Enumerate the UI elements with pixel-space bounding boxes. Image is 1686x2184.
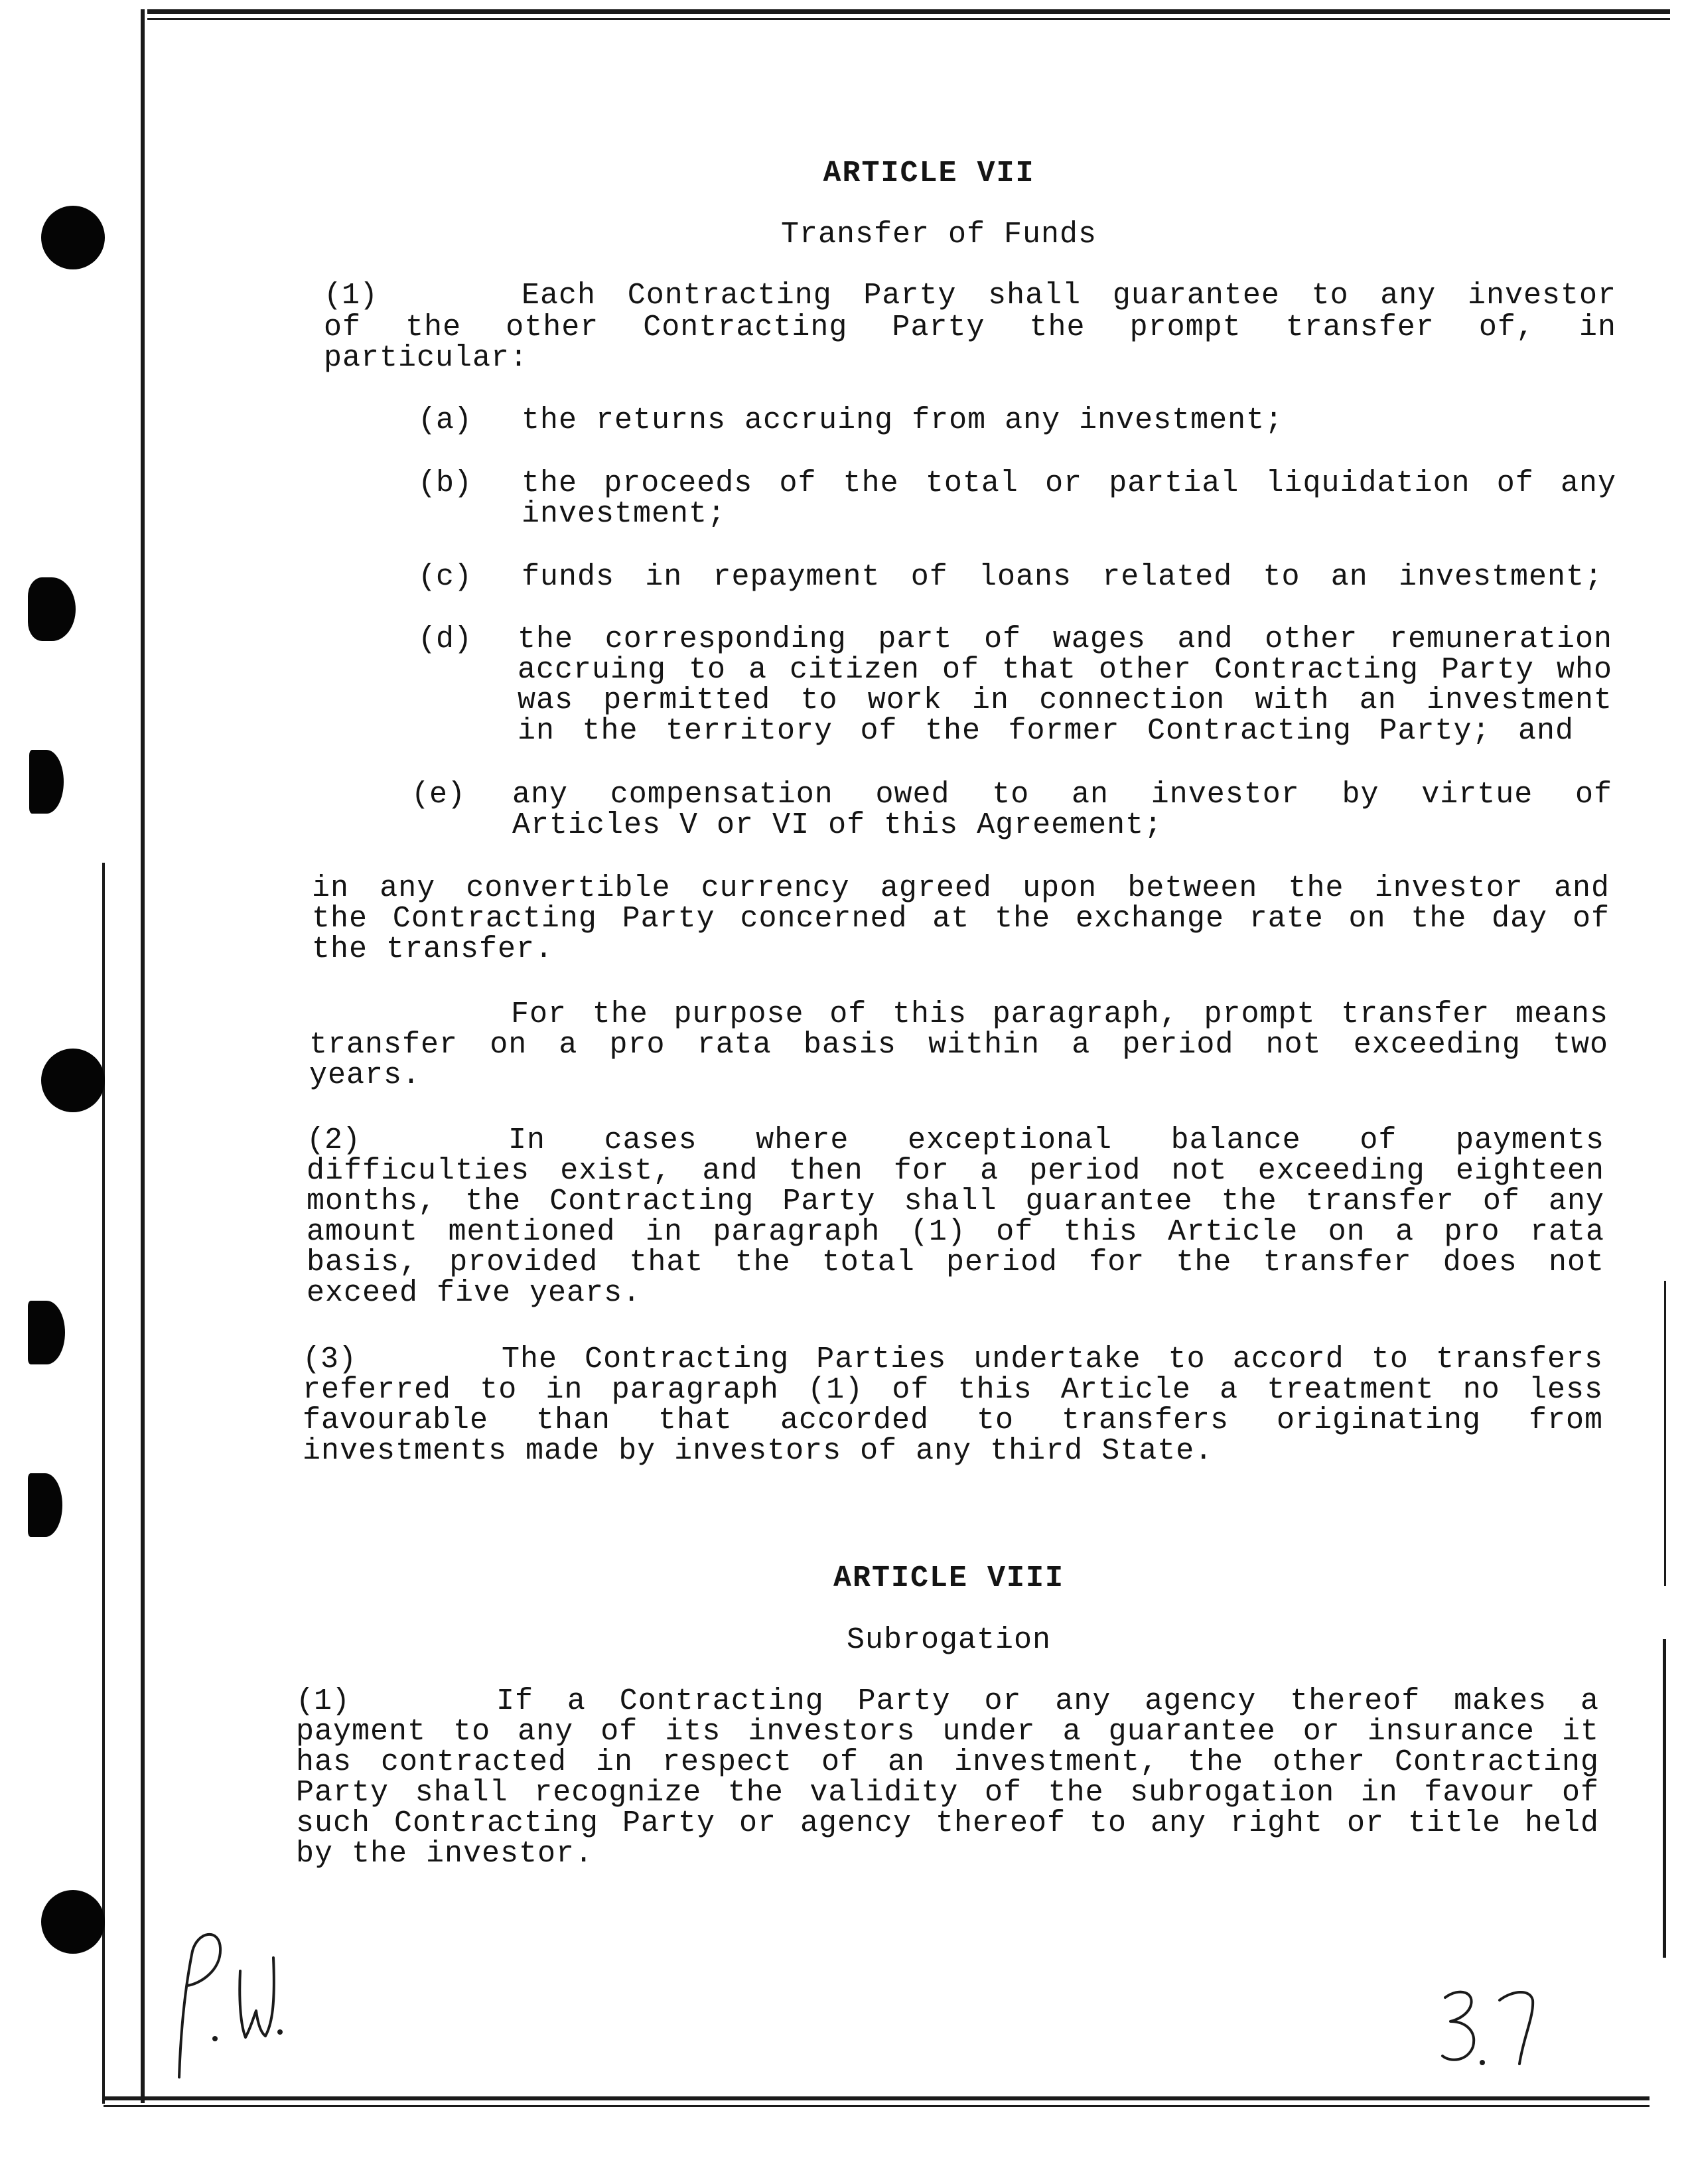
paragraph-line: such Contracting Party or agency thereof to any right or title held [296,1806,1599,1840]
paragraph-number: (1) [296,1684,350,1718]
list-item-label: (c) [418,560,472,594]
bottom-border-line-thin [104,2105,1650,2107]
right-edge-mark [1664,1281,1666,1586]
punch-hole [41,1890,105,1954]
paragraph-line: The Contracting Parties undertake to accord to transfers [502,1343,1603,1376]
paragraph-number: (1) [324,279,378,313]
article-vii-heading: ARTICLE VII [823,157,1035,190]
punch-hole [28,577,76,641]
paragraph-line: in any convertible currency agreed upon between the investor and [312,871,1610,905]
paragraph-line: Each Contracting Party shall guarantee to any investor [522,279,1616,313]
list-item-label: (d) [418,622,472,656]
paragraph-line: For the purpose of this paragraph, prompt transfer means [511,997,1608,1031]
paragraph-line: months, the Contracting Party shall guarantee the transfer of any [307,1185,1604,1218]
paragraph-line: payment to any of its investors under a guarantee or insurance it [296,1715,1599,1749]
handwritten-initials [166,1911,299,2090]
paragraph-line: years. [309,1058,421,1092]
paragraph-number: (2) [307,1124,361,1157]
punch-hole [41,1049,105,1112]
article-viii-heading: ARTICLE VIII [833,1562,1065,1595]
paragraph-line: exceed five years. [307,1276,642,1310]
list-item-line: any compensation owed to an investor by virtue of [512,778,1612,812]
article-vii-title: Transfer of Funds [780,218,1097,252]
list-item-label: (a) [418,403,472,437]
paragraph-line: has contracted in respect of an investment, the other Contracting [296,1745,1599,1779]
punch-hole [28,1301,65,1364]
list-item-line: funds in repayment of loans related to an investment; [522,560,1603,594]
paragraph-line: difficulties exist, and then for a period not exceeding eighteen [307,1154,1604,1188]
paragraph-line: of the other Contracting Party the prompt transfer of, in [324,311,1616,344]
paragraph-line: investments made by investors of any third State. [303,1434,1214,1468]
list-item-label: (e) [411,778,466,812]
paragraph-line: the transfer. [312,932,554,966]
article-viii-title: Subrogation [846,1623,1052,1657]
paragraph-number: (3) [303,1343,357,1376]
paragraph-line: referred to in paragraph (1) of this Article a treatment no less [303,1373,1603,1407]
list-item-line: the proceeds of the total or partial liquidation of any [522,467,1616,500]
list-item-line: investment; [522,497,727,531]
punch-hole [41,206,105,269]
list-item-label: (b) [418,467,472,500]
list-item-line: in the territory of the former Contracting Party; and [518,714,1574,748]
paragraph-line: particular: [324,341,529,375]
left-border-line [141,9,145,2103]
handwritten-page-number [1433,1978,1553,2077]
punch-hole [28,1473,62,1537]
top-border-line-thin [147,18,1670,20]
list-item-line: was permitted to work in connection with an investment [518,684,1612,717]
punch-hole [29,750,64,814]
paragraph-line: by the investor. [296,1837,594,1871]
list-item-line: Articles V or VI of this Agreement; [512,808,1163,842]
paragraph-line: basis, provided that the total period for the transfer does not [307,1246,1604,1279]
paragraph-line: If a Contracting Party or any agency thereof makes a [496,1684,1599,1718]
list-item-line: accruing to a citizen of that other Contracting Party who [518,653,1612,687]
bottom-border-line [104,2096,1650,2100]
list-item-line: the returns accruing from any investment; [522,403,1284,437]
list-item-line: the corresponding part of wages and other remuneration [518,622,1612,656]
right-edge-mark-lower [1663,1639,1666,1958]
paragraph-line: transfer on a pro rata basis within a period not exceeding two [309,1028,1608,1062]
paragraph-line: amount mentioned in paragraph (1) of this Article on a pro rata [307,1215,1604,1249]
paragraph-line: favourable than that accorded to transfers originating from [303,1404,1603,1437]
paragraph-line: In cases where exceptional balance of payments [508,1124,1604,1157]
top-border-line [147,9,1670,14]
paragraph-line: Party shall recognize the validity of the subrogation in favour of [296,1776,1599,1810]
paragraph-line: the Contracting Party concerned at the exchange rate on the day of [312,902,1610,936]
